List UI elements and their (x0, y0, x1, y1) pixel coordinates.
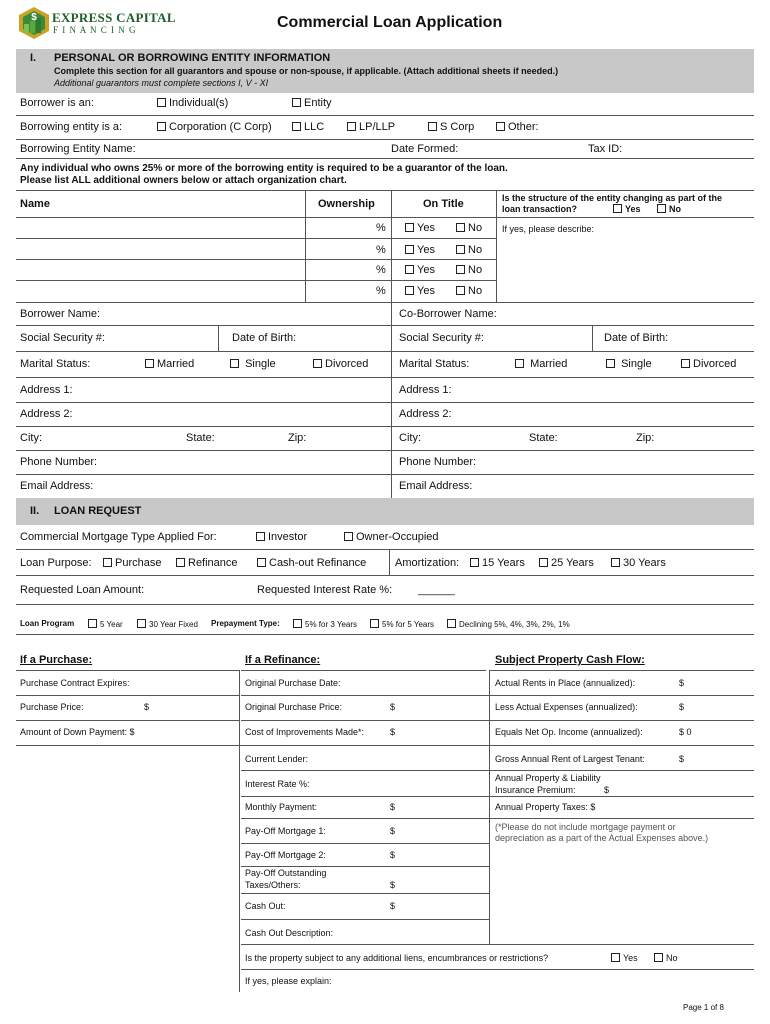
net-op-income-value: $ 0 (679, 727, 692, 737)
owners-col-structure: Is the structure of the entity changing as part of the (502, 193, 723, 203)
orig-purchase-price-field[interactable]: Original Purchase Price: (245, 702, 343, 712)
checkbox[interactable] (456, 245, 465, 254)
checkbox[interactable] (370, 619, 379, 628)
checkbox[interactable] (344, 532, 353, 541)
coborrower-divorced[interactable]: Divorced (681, 358, 736, 370)
cashflow-heading: Subject Property Cash Flow: (495, 654, 645, 666)
owner-row-4-yes[interactable]: Yes (405, 285, 435, 297)
checkbox[interactable] (157, 122, 166, 131)
checkbox[interactable] (654, 953, 663, 962)
actual-rents-dollar: $ (679, 678, 685, 688)
section2-number: II. (30, 505, 40, 517)
borrower-phone-field[interactable]: Phone Number: (20, 456, 98, 468)
coborrower-dob-field[interactable]: Date of Birth: (604, 332, 669, 344)
purchase-contract-field[interactable]: Purchase Contract Expires: (20, 678, 130, 688)
structure-no[interactable]: No (657, 204, 681, 214)
improvements-field[interactable]: Cost of Improvements Made*: (245, 727, 365, 737)
entity-name-field[interactable]: Borrowing Entity Name: (20, 143, 136, 155)
borrower-state-field[interactable]: State: (186, 432, 215, 444)
structure-yes[interactable]: Yes (613, 204, 641, 214)
owner-row-4-no[interactable]: No (456, 285, 482, 297)
owner-row-4-pct: % (376, 285, 386, 297)
checkbox[interactable] (103, 558, 112, 567)
property-taxes-field[interactable]: Annual Property Taxes: $ (495, 802, 596, 812)
insurance-premium-field[interactable]: Annual Property & Liability (495, 773, 601, 783)
amort-25[interactable]: 25 Years (539, 557, 594, 569)
program-30yr[interactable]: 30 Year Fixed (137, 619, 198, 629)
section1-subtitle: Complete this section for all guarantors and spouse or non-spouse, if applicable. (Attach additional sheets if needed.) (54, 66, 559, 76)
page-title: Commercial Loan Application (277, 14, 503, 31)
checkbox[interactable] (257, 558, 266, 567)
borrower-address2-field[interactable]: Address 2: (20, 408, 73, 420)
prepay-opt-2[interactable]: 5% for 5 Years (370, 619, 434, 629)
orig-purchase-date-field[interactable]: Original Purchase Date: (245, 678, 341, 688)
checkbox[interactable] (137, 619, 146, 628)
actual-expenses-dollar: $ (679, 702, 685, 712)
largest-tenant-rent-field[interactable]: Gross Annual Rent of Largest Tenant: (495, 754, 645, 764)
entity-type-llc[interactable]: LLC (292, 121, 324, 133)
coborrower-address2-field[interactable]: Address 2: (399, 408, 452, 420)
checkbox[interactable] (347, 122, 356, 131)
checkbox[interactable] (405, 223, 414, 232)
borrower-marital-label: Marital Status: (20, 358, 91, 370)
owner-row-2-no[interactable]: No (456, 244, 482, 256)
checkbox[interactable] (657, 204, 666, 213)
owners-col-ownership: Ownership (318, 198, 375, 210)
payoff-1-dollar: $ (390, 826, 396, 836)
borrower-address1-field[interactable]: Address 1: (20, 384, 73, 396)
entity-type-corp[interactable]: Corporation (C Corp) (157, 121, 272, 133)
interest-rate-field[interactable]: Requested Interest Rate %: (257, 584, 393, 596)
prepayment-label: Prepayment Type: (211, 619, 280, 628)
amortization-label: Amortization: (395, 557, 460, 569)
coborrower-city-field[interactable]: City: (399, 432, 421, 444)
coborrower-marital-label: Marital Status: (399, 358, 470, 370)
owners-col-name: Name (20, 198, 50, 210)
coborrower-zip-field[interactable]: Zip: (636, 432, 655, 444)
checkbox[interactable] (230, 359, 239, 368)
checkbox[interactable] (611, 953, 620, 962)
current-lender-field[interactable]: Current Lender: (245, 754, 309, 764)
payoff-outstanding-field-2: Taxes/Others: (245, 880, 301, 890)
entity-type-label: Borrowing entity is a: (20, 121, 123, 133)
checkbox[interactable] (88, 619, 97, 628)
mortgage-type-label: Commercial Mortgage Type Applied For: (20, 531, 217, 543)
page-number: Page 1 of 8 (683, 1003, 724, 1012)
owners-note-2: Please list ALL additional owners below or attach organization chart. (20, 175, 347, 186)
liens-explain-field[interactable]: If yes, please explain: (245, 976, 332, 986)
monthly-payment-field[interactable]: Monthly Payment: (245, 802, 318, 812)
checkbox[interactable] (456, 223, 465, 232)
refi-interest-rate-field[interactable]: Interest Rate %: (245, 779, 310, 789)
checkbox[interactable] (176, 558, 185, 567)
purpose-refinance[interactable]: Refinance (176, 557, 238, 569)
checkbox[interactable] (515, 359, 524, 368)
purchase-heading: If a Purchase: (20, 654, 93, 666)
logo-text-line2: F I N A N C I N G (53, 25, 137, 35)
section1-heading: PERSONAL OR BORROWING ENTITY INFORMATION (54, 52, 331, 64)
tax-id-field[interactable]: Tax ID: (588, 143, 623, 155)
liens-yes[interactable]: Yes (611, 953, 638, 963)
checkbox[interactable] (613, 204, 622, 213)
checkbox[interactable] (470, 558, 479, 567)
checkbox[interactable] (456, 265, 465, 274)
coborrower-phone-field[interactable]: Phone Number: (399, 456, 477, 468)
coborrower-state-field[interactable]: State: (529, 432, 558, 444)
borrower-city-field[interactable]: City: (20, 432, 42, 444)
amort-30[interactable]: 30 Years (611, 557, 666, 569)
payoff-outstanding-dollar: $ (390, 880, 396, 890)
entity-type-other[interactable]: Other: (496, 121, 539, 133)
cash-out-dollar: $ (390, 901, 396, 911)
down-payment-field[interactable]: Amount of Down Payment: $ (20, 727, 135, 737)
coborrower-ssn-field[interactable]: Social Security #: (399, 332, 484, 344)
purpose-purchase[interactable]: Purchase (103, 557, 161, 569)
cash-out-description-field[interactable]: Cash Out Description: (245, 928, 334, 938)
checkbox[interactable] (405, 265, 414, 274)
checkbox[interactable] (539, 558, 548, 567)
payoff-outstanding-field[interactable]: Pay-Off Outstanding (245, 868, 327, 878)
actual-rents-field[interactable]: Actual Rents in Place (annualized): (495, 678, 636, 688)
purpose-cashout[interactable]: Cash-out Refinance (257, 557, 366, 569)
payoff-2-dollar: $ (390, 850, 396, 860)
checkbox[interactable] (157, 98, 166, 107)
borrower-divorced[interactable]: Divorced (313, 358, 368, 370)
structure-describe[interactable]: If yes, please describe: (502, 224, 595, 234)
owner-row-1-pct: % (376, 222, 386, 234)
expenses-note-2: depreciation as a part of the Actual Expenses above.) (495, 833, 709, 843)
borrower-ssn-field[interactable]: Social Security #: (20, 332, 105, 344)
borrower-zip-field[interactable]: Zip: (288, 432, 307, 444)
borrower-name-field[interactable]: Borrower Name: (20, 308, 101, 320)
borrower-type-label: Borrower is an: (20, 97, 94, 109)
checkbox[interactable] (428, 122, 437, 131)
insurance-dollar: $ (604, 785, 610, 795)
program-5yr[interactable]: 5 Year (88, 619, 123, 629)
cash-out-field[interactable]: Cash Out: (245, 901, 286, 911)
owners-col-title: On Title (423, 198, 464, 210)
improvements-dollar: $ (390, 727, 396, 737)
borrower-type-entity[interactable]: Entity (292, 97, 332, 109)
net-op-income-label: Equals Net Op. Income (annualized): (495, 727, 643, 737)
owners-note-1: Any individual who owns 25% or more of the borrowing entity is required to be a guarantor of the loan. (20, 163, 508, 174)
loan-program-label: Loan Program (20, 619, 75, 628)
section1-note: Additional guarantors must complete sections I, V - XI (54, 78, 269, 88)
checkbox[interactable] (681, 359, 690, 368)
entity-type-scorp[interactable]: S Corp (428, 121, 474, 133)
checkbox[interactable] (496, 122, 505, 131)
section1-number: I. (30, 52, 37, 64)
logo-emblem (18, 6, 50, 40)
owner-row-2-yes[interactable]: Yes (405, 244, 435, 256)
coborrower-name-field[interactable]: Co-Borrower Name: (399, 308, 497, 320)
actual-expenses-field[interactable]: Less Actual Expenses (annualized): (495, 702, 638, 712)
payoff-mortgage-2-field[interactable]: Pay-Off Mortgage 2: (245, 850, 326, 860)
owner-row-3-pct: % (376, 264, 386, 276)
interest-rate-blank[interactable]: ______ (418, 584, 455, 596)
owner-row-3-no[interactable]: No (456, 264, 482, 276)
entity-type-lp[interactable]: LP/LLP (347, 121, 395, 133)
checkbox[interactable] (293, 619, 302, 628)
owners-col-structure-2: loan transaction? (502, 204, 578, 214)
borrower-married[interactable]: Married (145, 358, 194, 370)
section2-heading: LOAN REQUEST (54, 505, 142, 517)
owner-row-1-yes[interactable]: Yes (405, 222, 435, 234)
purchase-price-field[interactable]: Purchase Price: (20, 702, 84, 712)
loan-amount-field[interactable]: Requested Loan Amount: (20, 584, 145, 596)
checkbox[interactable] (145, 359, 154, 368)
purchase-price-dollar: $ (144, 702, 150, 712)
borrower-email-field[interactable]: Email Address: (20, 480, 94, 492)
checkbox[interactable] (405, 286, 414, 295)
coborrower-address1-field[interactable]: Address 1: (399, 384, 452, 396)
checkbox[interactable] (456, 286, 465, 295)
logo-dollar: $ (31, 12, 37, 23)
insurance-premium-field-2: Insurance Premium: (495, 785, 576, 795)
mortgage-owner-occupied[interactable]: Owner-Occupied (344, 531, 439, 543)
checkbox[interactable] (606, 359, 615, 368)
owner-row-3-yes[interactable]: Yes (405, 264, 435, 276)
checkbox[interactable] (611, 558, 620, 567)
date-formed-field[interactable]: Date Formed: (391, 143, 459, 155)
mortgage-investor[interactable]: Investor (256, 531, 307, 543)
checkbox[interactable] (292, 98, 301, 107)
borrower-type-individual[interactable]: Individual(s) (157, 97, 228, 109)
checkbox[interactable] (292, 122, 301, 131)
coborrower-email-field[interactable]: Email Address: (399, 480, 473, 492)
largest-tenant-dollar: $ (679, 754, 685, 764)
prepay-opt-3[interactable]: Declining 5%, 4%, 3%, 2%, 1% (447, 619, 570, 629)
borrower-single[interactable]: Single (230, 358, 276, 370)
checkbox[interactable] (447, 619, 456, 628)
coborrower-single[interactable]: Single (606, 358, 652, 370)
monthly-payment-dollar: $ (390, 802, 396, 812)
liens-no[interactable]: No (654, 953, 678, 963)
checkbox[interactable] (256, 532, 265, 541)
payoff-mortgage-1-field[interactable]: Pay-Off Mortgage 1: (245, 826, 326, 836)
checkbox[interactable] (405, 245, 414, 254)
owner-row-1-no[interactable]: No (456, 222, 482, 234)
loan-purpose-label: Loan Purpose: (20, 557, 92, 569)
owner-row-2-pct: % (376, 244, 386, 256)
coborrower-married[interactable]: Married (515, 358, 567, 370)
amort-15[interactable]: 15 Years (470, 557, 525, 569)
expenses-note-1: (*Please do not include mortgage payment or (495, 822, 676, 832)
prepay-opt-1[interactable]: 5% for 3 Years (293, 619, 357, 629)
borrower-dob-field[interactable]: Date of Birth: (232, 332, 297, 344)
checkbox[interactable] (313, 359, 322, 368)
orig-price-dollar: $ (390, 702, 396, 712)
refinance-heading: If a Refinance: (245, 654, 321, 666)
logo-text-line1: EXPRESS CAPITAL (52, 10, 176, 25)
liens-question: Is the property subject to any additional liens, encumbrances or restrictions? (245, 953, 549, 963)
